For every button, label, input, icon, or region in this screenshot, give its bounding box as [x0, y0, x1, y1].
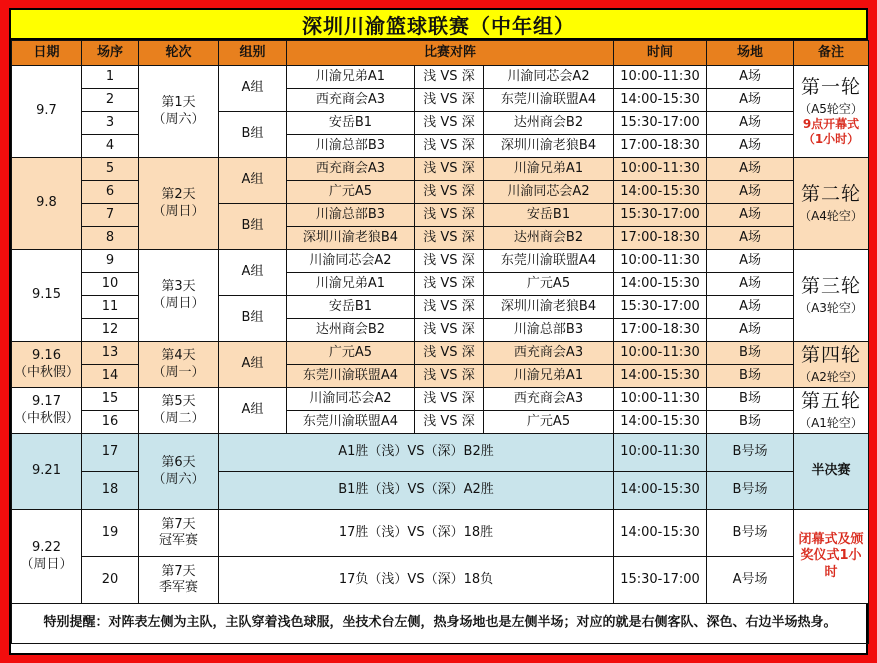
date-line1: 9.16 — [32, 348, 61, 364]
away-team-cell: 西充商会A3 — [484, 342, 614, 365]
time-cell: 17:00-18:30 — [614, 227, 707, 250]
seq-cell: 2 — [82, 89, 139, 112]
away-team-cell: 东莞川渝联盟A4 — [484, 250, 614, 273]
home-team-cell: 川渝总部B3 — [287, 135, 415, 158]
date-cell — [12, 510, 82, 604]
time-cell: 14:00-15:30 — [614, 472, 707, 510]
note-cell — [794, 66, 869, 158]
seq-cell: 7 — [82, 204, 139, 227]
note-cell — [794, 388, 869, 434]
away-team-cell: 达州商会B2 — [484, 227, 614, 250]
date-cell — [12, 434, 82, 510]
venue-cell: A场 — [707, 135, 794, 158]
round-line1: 第7天 — [161, 516, 196, 532]
away-team-cell: 广元A5 — [484, 411, 614, 434]
round-line1: 第3天 — [161, 279, 196, 295]
round-cell — [139, 557, 219, 604]
round-cell — [139, 250, 219, 342]
time-cell: 15:30-17:00 — [614, 112, 707, 135]
page-title: 深圳川渝篮球联赛（中年组） — [11, 10, 866, 40]
time-cell: 10:00-11:30 — [614, 250, 707, 273]
round-line2: （周日） — [152, 295, 205, 311]
away-team-cell: 川渝兄弟A1 — [484, 365, 614, 388]
away-team-cell: 川渝总部B3 — [484, 319, 614, 342]
date-line2: （中秋假） — [14, 364, 80, 380]
group-cell: B组 — [219, 112, 287, 158]
date-cell — [12, 342, 82, 388]
col-header-match: 比赛对阵 — [287, 41, 614, 66]
note-main: 第四轮 — [801, 343, 862, 366]
date-line2: （周日） — [20, 556, 73, 572]
date-line1: 9.22 — [32, 540, 61, 556]
time-cell: 10:00-11:30 — [614, 158, 707, 181]
seq-cell: 8 — [82, 227, 139, 250]
round-line2: （周六） — [152, 471, 205, 487]
venue-cell: A场 — [707, 227, 794, 250]
seq-cell: 14 — [82, 365, 139, 388]
col-header-venue: 场地 — [707, 41, 794, 66]
venue-cell: A场 — [707, 296, 794, 319]
away-team-cell: 西充商会A3 — [484, 388, 614, 411]
match-cell: B1胜（浅）VS（深）A2胜 — [219, 472, 614, 510]
time-cell: 14:00-15:30 — [614, 181, 707, 204]
note-main: 第一轮 — [801, 75, 862, 98]
schedule-row — [12, 342, 869, 365]
seq-cell: 9 — [82, 250, 139, 273]
round-line2: 冠军赛 — [158, 533, 198, 548]
round-line1: 第2天 — [161, 187, 196, 203]
schedule-row — [12, 388, 869, 411]
round-line2: （周六） — [152, 111, 205, 127]
group-cell: A组 — [219, 388, 287, 434]
schedule-table — [11, 40, 869, 644]
round-line2: （周日） — [152, 203, 205, 219]
home-team-cell: 深圳川渝老狼B4 — [287, 227, 415, 250]
date-line1: 9.15 — [32, 287, 61, 303]
group-cell: A组 — [219, 66, 287, 112]
group-cell: B组 — [219, 204, 287, 250]
vs-cell: 浅 VS 深 — [415, 319, 484, 342]
seq-cell: 17 — [82, 434, 139, 472]
home-team-cell: 东莞川渝联盟A4 — [287, 411, 415, 434]
away-team-cell: 深圳川渝老狼B4 — [484, 296, 614, 319]
home-team-cell: 安岳B1 — [287, 112, 415, 135]
schedule-board — [9, 8, 868, 655]
venue-cell: A场 — [707, 89, 794, 112]
note-main: 第五轮 — [801, 389, 862, 412]
match-cell: 17负（浅）VS（深）18负 — [219, 557, 614, 604]
away-team-cell: 广元A5 — [484, 273, 614, 296]
note-sub: （A2轮空） — [799, 370, 863, 385]
home-team-cell: 川渝同芯会A2 — [287, 388, 415, 411]
time-cell: 10:00-11:30 — [614, 342, 707, 365]
note-main: 第三轮 — [801, 274, 862, 297]
round-cell — [139, 342, 219, 388]
note-opening-line2: （1小时） — [802, 132, 860, 147]
venue-cell: A场 — [707, 158, 794, 181]
time-cell: 14:00-15:30 — [614, 411, 707, 434]
home-team-cell: 川渝兄弟A1 — [287, 66, 415, 89]
group-cell: A组 — [219, 250, 287, 296]
home-team-cell: 西充商会A3 — [287, 89, 415, 112]
footer-notice: 特别提醒：对阵表左侧为主队，主队穿着浅色球服，坐技术台左侧，热身场地也是左侧半场；对应的就是右侧客队、深色、右边半场热身。 — [12, 604, 869, 644]
col-header-note: 备注 — [794, 41, 869, 66]
away-team-cell: 达州商会B2 — [484, 112, 614, 135]
group-cell: B组 — [219, 296, 287, 342]
venue-cell: B号场 — [707, 434, 794, 472]
seq-cell: 18 — [82, 472, 139, 510]
note-cell — [794, 158, 869, 250]
date-line1: 9.7 — [36, 103, 57, 119]
home-team-cell: 川渝总部B3 — [287, 204, 415, 227]
col-header-seq: 场序 — [82, 41, 139, 66]
schedule-row — [12, 158, 869, 181]
seq-cell: 20 — [82, 557, 139, 604]
venue-cell: B号场 — [707, 510, 794, 557]
note-sub: （A5轮空） — [799, 102, 863, 117]
home-team-cell: 西充商会A3 — [287, 158, 415, 181]
date-cell — [12, 250, 82, 342]
time-cell: 15:30-17:00 — [614, 204, 707, 227]
date-line1: 9.21 — [32, 463, 61, 479]
schedule-row — [12, 434, 869, 472]
note-cell — [794, 250, 869, 342]
group-cell: A组 — [219, 158, 287, 204]
vs-cell: 浅 VS 深 — [415, 66, 484, 89]
round-cell — [139, 388, 219, 434]
vs-cell: 浅 VS 深 — [415, 250, 484, 273]
date-line1: 9.17 — [32, 394, 61, 410]
note-cell: 半决赛 — [794, 434, 869, 510]
venue-cell: B场 — [707, 342, 794, 365]
round-line1: 第5天 — [161, 394, 196, 410]
vs-cell: 浅 VS 深 — [415, 227, 484, 250]
vs-cell: 浅 VS 深 — [415, 411, 484, 434]
away-team-cell: 安岳B1 — [484, 204, 614, 227]
venue-cell: A场 — [707, 204, 794, 227]
round-cell — [139, 434, 219, 510]
seq-cell: 13 — [82, 342, 139, 365]
note-cell: 闭幕式及颁奖仪式1小时 — [794, 510, 869, 604]
seq-cell: 10 — [82, 273, 139, 296]
round-line1: 第7天 — [161, 563, 196, 579]
venue-cell: A场 — [707, 181, 794, 204]
round-line1: 第1天 — [161, 95, 196, 111]
header-row — [12, 41, 869, 66]
time-cell: 10:00-11:30 — [614, 388, 707, 411]
schedule-row — [12, 66, 869, 89]
venue-cell: A场 — [707, 66, 794, 89]
vs-cell: 浅 VS 深 — [415, 158, 484, 181]
home-team-cell: 川渝同芯会A2 — [287, 250, 415, 273]
seq-cell: 19 — [82, 510, 139, 557]
round-line2: 季军赛 — [158, 580, 198, 595]
venue-cell: B场 — [707, 411, 794, 434]
seq-cell: 15 — [82, 388, 139, 411]
time-cell: 15:30-17:00 — [614, 296, 707, 319]
vs-cell: 浅 VS 深 — [415, 296, 484, 319]
note-sub: （A4轮空） — [799, 209, 863, 224]
vs-cell: 浅 VS 深 — [415, 388, 484, 411]
venue-cell: A场 — [707, 250, 794, 273]
venue-cell: B场 — [707, 388, 794, 411]
round-cell — [139, 158, 219, 250]
date-cell — [12, 66, 82, 158]
seq-cell: 12 — [82, 319, 139, 342]
venue-cell: B号场 — [707, 472, 794, 510]
vs-cell: 浅 VS 深 — [415, 204, 484, 227]
home-team-cell: 安岳B1 — [287, 296, 415, 319]
home-team-cell: 川渝兄弟A1 — [287, 273, 415, 296]
seq-cell: 11 — [82, 296, 139, 319]
venue-cell: A号场 — [707, 557, 794, 604]
away-team-cell: 川渝同芯会A2 — [484, 66, 614, 89]
round-line1: 第6天 — [161, 455, 196, 471]
venue-cell: A场 — [707, 273, 794, 296]
round-cell — [139, 66, 219, 158]
note-sub: （A1轮空） — [799, 416, 863, 431]
note-cell — [794, 342, 869, 388]
note-sub: （A3轮空） — [799, 301, 863, 316]
schedule-row — [12, 557, 869, 604]
away-team-cell: 川渝兄弟A1 — [484, 158, 614, 181]
seq-cell: 4 — [82, 135, 139, 158]
schedule-row — [12, 510, 869, 557]
round-line2: （周一） — [152, 364, 205, 380]
date-cell — [12, 388, 82, 434]
venue-cell: B场 — [707, 365, 794, 388]
home-team-cell: 广元A5 — [287, 342, 415, 365]
time-cell: 14:00-15:30 — [614, 510, 707, 557]
seq-cell: 5 — [82, 158, 139, 181]
time-cell: 14:00-15:30 — [614, 89, 707, 112]
schedule-row — [12, 250, 869, 273]
vs-cell: 浅 VS 深 — [415, 181, 484, 204]
note-main: 第二轮 — [801, 182, 862, 205]
col-header-time: 时间 — [614, 41, 707, 66]
vs-cell: 浅 VS 深 — [415, 89, 484, 112]
time-cell: 15:30-17:00 — [614, 557, 707, 604]
seq-cell: 1 — [82, 66, 139, 89]
vs-cell: 浅 VS 深 — [415, 342, 484, 365]
time-cell: 17:00-18:30 — [614, 319, 707, 342]
col-header-round: 轮次 — [139, 41, 219, 66]
vs-cell: 浅 VS 深 — [415, 365, 484, 388]
time-cell: 17:00-18:30 — [614, 135, 707, 158]
date-cell — [12, 158, 82, 250]
seq-cell: 16 — [82, 411, 139, 434]
time-cell: 14:00-15:30 — [614, 365, 707, 388]
home-team-cell: 广元A5 — [287, 181, 415, 204]
date-line2: （中秋假） — [14, 410, 80, 426]
seq-cell: 3 — [82, 112, 139, 135]
seq-cell: 6 — [82, 181, 139, 204]
date-line1: 9.8 — [36, 195, 57, 211]
group-cell: A组 — [219, 342, 287, 388]
col-header-date: 日期 — [12, 41, 82, 66]
home-team-cell: 达州商会B2 — [287, 319, 415, 342]
round-line1: 第4天 — [161, 348, 196, 364]
round-cell — [139, 510, 219, 557]
time-cell: 10:00-11:30 — [614, 66, 707, 89]
vs-cell: 浅 VS 深 — [415, 273, 484, 296]
footer-row — [12, 604, 869, 644]
away-team-cell: 深圳川渝老狼B4 — [484, 135, 614, 158]
vs-cell: 浅 VS 深 — [415, 135, 484, 158]
match-cell: A1胜（浅）VS（深）B2胜 — [219, 434, 614, 472]
col-header-group: 组别 — [219, 41, 287, 66]
round-line2: （周二） — [152, 410, 205, 426]
time-cell: 10:00-11:30 — [614, 434, 707, 472]
vs-cell: 浅 VS 深 — [415, 112, 484, 135]
away-team-cell: 东莞川渝联盟A4 — [484, 89, 614, 112]
venue-cell: A场 — [707, 319, 794, 342]
time-cell: 14:00-15:30 — [614, 273, 707, 296]
match-cell: 17胜（浅）VS（深）18胜 — [219, 510, 614, 557]
note-opening-line1: 9点开幕式 — [802, 117, 860, 132]
home-team-cell: 东莞川渝联盟A4 — [287, 365, 415, 388]
venue-cell: A场 — [707, 112, 794, 135]
away-team-cell: 川渝同芯会A2 — [484, 181, 614, 204]
